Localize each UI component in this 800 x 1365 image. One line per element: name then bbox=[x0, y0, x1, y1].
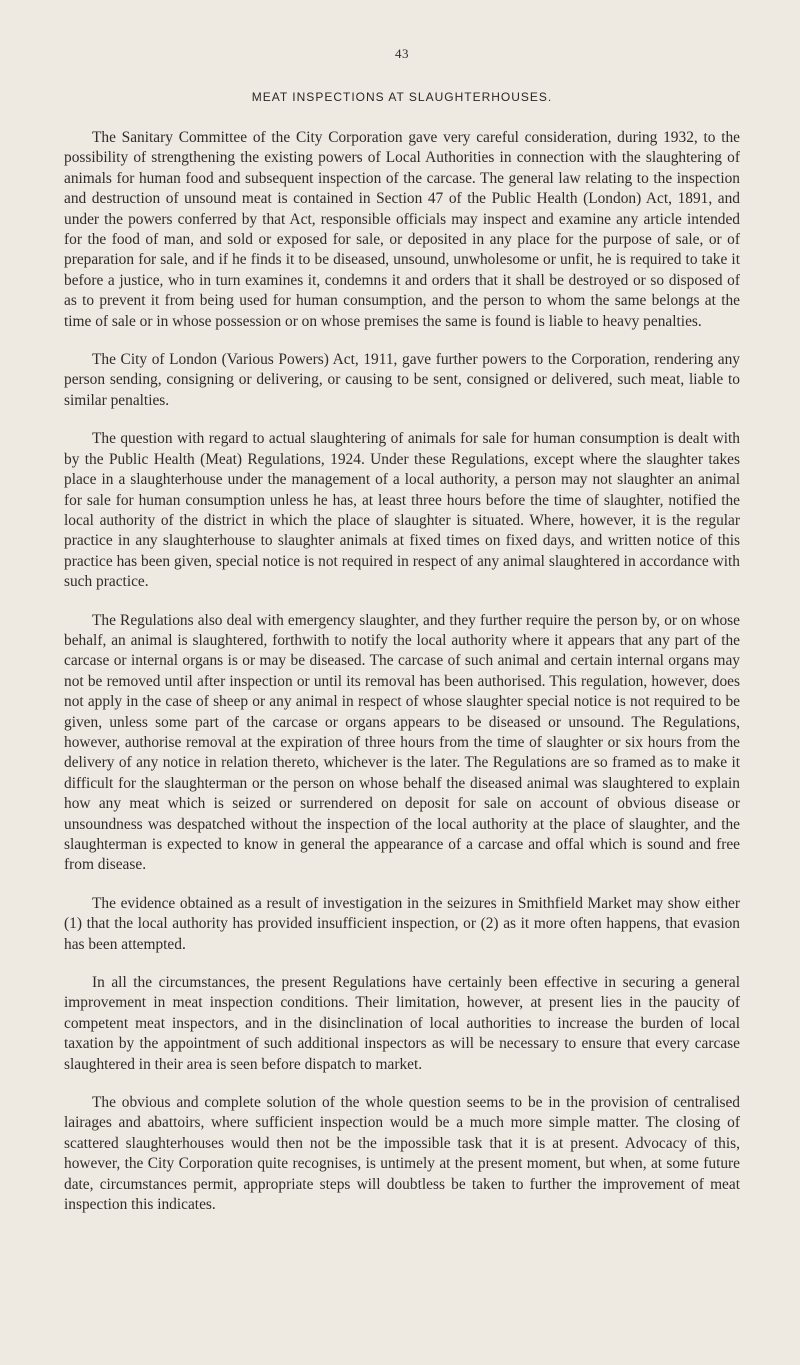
page-number: 43 bbox=[395, 46, 409, 61]
page-heading: MEAT INSPECTIONS AT SLAUGHTERHOUSES. bbox=[251, 90, 553, 104]
paragraph-5: The evidence obtained as a result of investigation in the seizures in Smithfield Market may show either (1) that the local authority has provided insufficient inspection, or (2) as it more often happens, that evasion has been attempted. bbox=[64, 894, 740, 953]
paragraph-2: The City of London (Various Powers) Act, 1911, gave further powers to the Corporation, rendering any person sending, consigning or delivering, or causing to be sent, consigned or delivered, such meat, liable to similar penalties. bbox=[64, 351, 740, 409]
paragraph-3: The question with regard to actual slaughtering of animals for sale for human consumption is dealt with by the Public Health (Meat) Regulations, 1924. Under these Regulations, except where the slaughter takes place in a slaughterhouse under the management of a local authority, a person may not slaughter an animal for sale for human consumption unless he has, at least three hours before the time of slaughter, notified the local authority of the district in which the place of slaughter is situated. Where, however, it is the regular practice in any slaughterhouse to slaughter animals at fixed times on fixed days, and written notice of this practice has been given, special notice is not required in respect of any animal slaughtered in accordance with such practice. bbox=[64, 430, 740, 591]
paragraph-7: The obvious and complete solution of the whole question seems to be in the provision of centralised lairages and abattoirs, where sufficient inspection would be a much more simple matter. The closing of scattered slaughterhouses would then not be the impossible task that it is at present. Advocacy of this, however, the City Corporation quite recognises, is untimely at the present moment, but when, at some future date, circumstances permit, appropriate steps will doubtless be taken to further the improvement of meat inspection this indicates. bbox=[64, 1094, 740, 1214]
paragraph-6: In all the circumstances, the present Regulations have certainly been effective in securing a general improvement in meat inspection conditions. Their limitation, however, at present lies in the paucity of competent meat inspectors, and in the disinclination of local authorities to increase the burden of local taxation by the appointment of such additional inspectors as will be necessary to ensure that every carcase slaughtered in their area is seen before dispatch to market. bbox=[64, 974, 740, 1073]
paragraph-1: The Sanitary Committee of the City Corporation gave very careful consideration, during 1932, to the possibility of strengthening the existing powers of Local Authorities in connection with the slaughtering of animals for human food and subsequent inspection of the carcase. The general law relating to the inspection and destruction of unsound meat is contained in Section 47 of the Public Health (London) Act, 1891, and under the powers conferred by that Act, responsible officials may inspect and examine any article intended for the food of man, and sold or exposed for sale, or deposited in any place for the purpose of sale, or of preparation for sale, and if he finds it to be diseased, unsound, unwholesome or unfit, he is required to take it before a justice, who in turn examines it, condemns it and orders that it shall be destroyed or so disposed of as to prevent it from being used for human consumption, and the person to whom the same belongs at the time of sale or in whose possession or on whose premises the same is found is liable to heavy penalties. bbox=[64, 129, 740, 330]
paragraph-4: The Regulations also deal with emergency slaughter, and they further require the person by, or on whose behalf, an animal is slaughtered, forthwith to notify the local authority where it appears that any part of the carcase or internal organs is or may be diseased. The carcase of such animal and certain internal organs may not be removed until after inspection or until its removal has been authorised. This regulation, however, does not apply in the case of sheep or any animal in respect of whose slaughter special notice is not required to be given, unless some part of the carcase or organs appears to be diseased or unsound. The Regulations, however, authorise removal at the expiration of three hours from the time of slaughter or six hours from the delivery of any notice in relation thereto, whichever is the later. The Regulations are so framed as to make it difficult for the slaughterman or the person on whose behalf the diseased animal was slaughtered to explain how any meat which is seized or surrendered on deposit for sale on account of obvious disease or unsoundness was despatched without the inspection of the local authority at the place of slaughter, and the slaughterman is expected to know in general the appearance of a carcase and offal which is sound and free from disease. bbox=[64, 611, 740, 874]
